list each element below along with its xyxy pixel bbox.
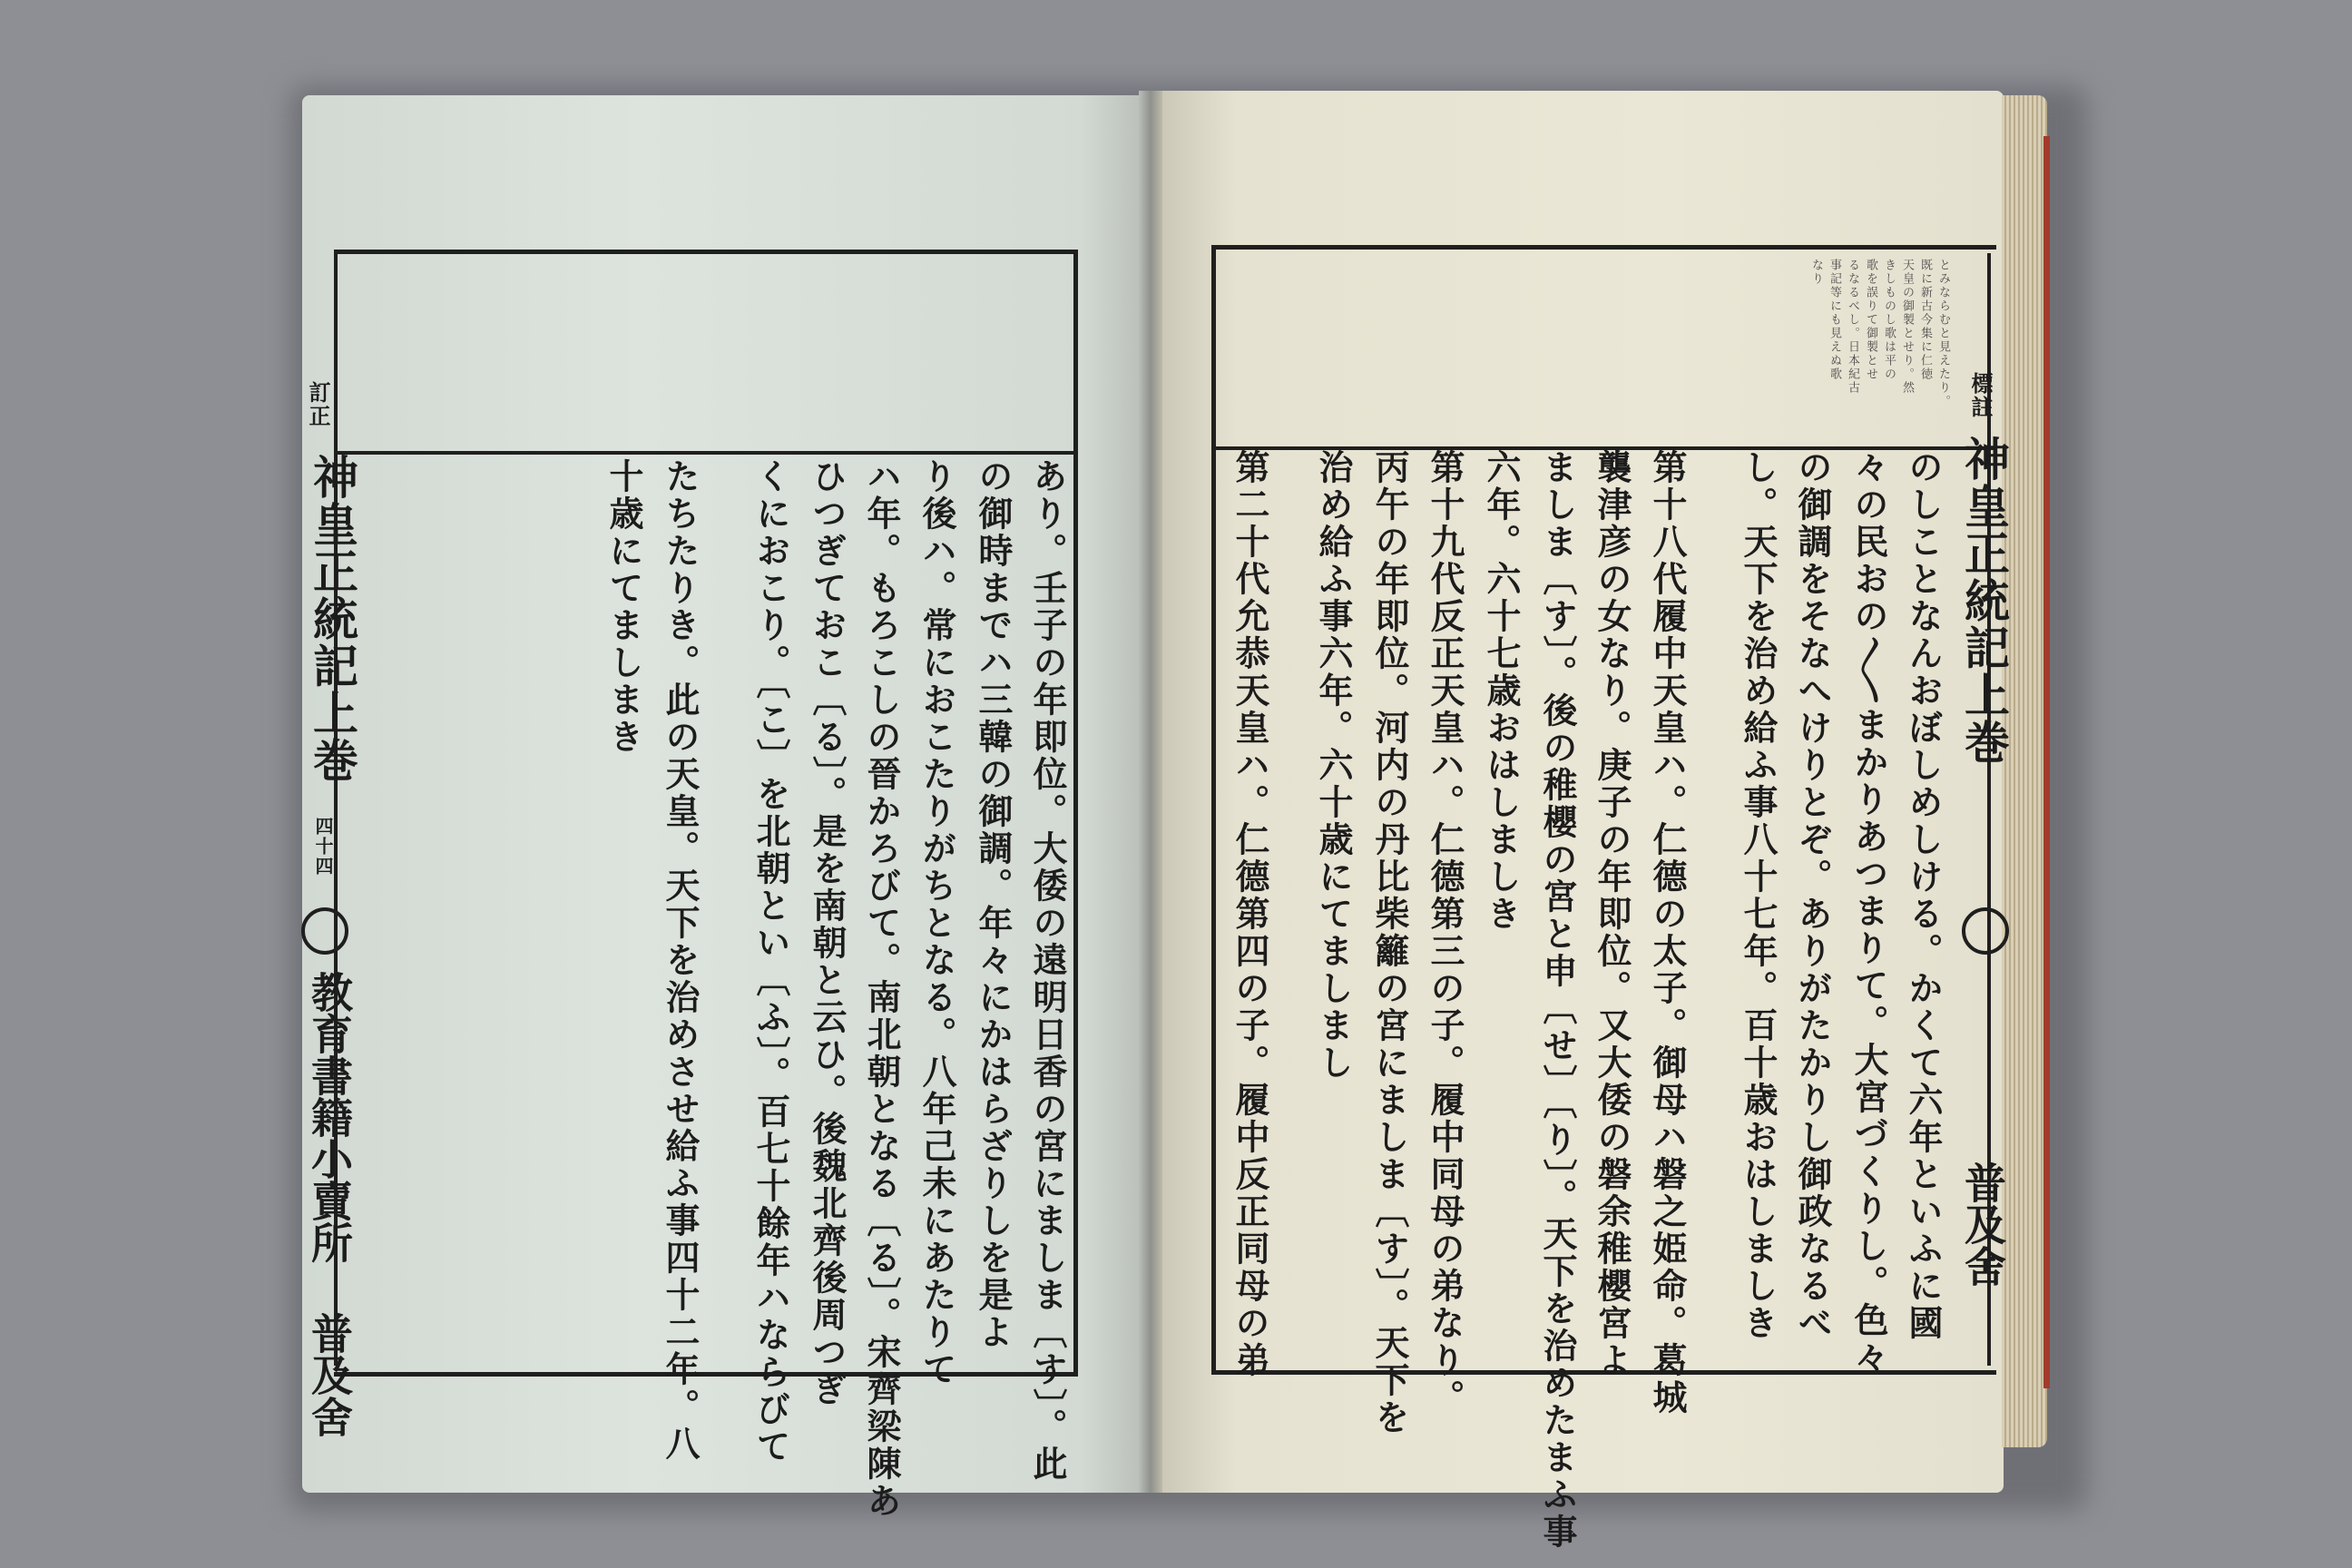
right-col-9: 第十九代反正天皇ハ。仁德第三の子。履中同母の弟なり。 [1425,449,1465,1416]
note-col-5: 歌を誤りて御製とせ [1864,259,1877,381]
left-header-title: 神皇正統記上巻 [306,454,359,784]
left-col-6: くにおこり。〔こ〕を北朝とい〔ふ〕。百七十餘年ハならびて [750,458,791,1465]
left-col-1: あり。壬子の年即位。大倭の遠明日香の宮にましま〔す〕。此 [1027,458,1068,1483]
fish-tail-mark [301,907,348,955]
left-publisher: 教育書籍小賣所 普及舍 [305,971,354,1437]
note-col-2: 既に新古今集に仁徳 [1918,259,1932,381]
left-col-3: り後ハ。常におこたりがちとなる。八年己未にあたりて [916,458,957,1388]
right-col-8: 六年。六十七歳おはしましき [1481,449,1522,933]
left-header-small: 訂正 [305,381,331,428]
note-col-6: るなるべし。日本紀古 [1846,259,1859,395]
left-text-frame [334,250,1078,1377]
left-col-5: ひつぎておこ〔る〕。是を南朝と云ひ。後魏北齊後周つぎ [807,458,848,1408]
note-col-7: 事記等にも見えぬ歌 [1828,259,1841,381]
page-edge-red [2043,136,2050,1388]
right-publisher: 普及舍 [1958,1161,2007,1287]
right-col-12: 第二十代允恭天皇ハ。仁德第四の子。履中反正同母の弟 [1230,449,1270,1379]
right-col-5: 第十八代履中天皇ハ。仁德の太子。御母ハ磐之姫命。葛城 [1647,449,1688,1416]
left-col-4: ハ年。もろこしの晉かろびて。南北朝となる〔る〕。宋齊梁陳あ [861,458,902,1520]
fish-tail-mark-right [1962,907,2009,955]
left-col-8: 十歳にてましまき [603,458,644,756]
right-col-2: 々の民おの〱まかりあつまりて。大宮づくりし。色々 [1848,449,1889,1377]
right-col-11: 治め給ふ事六年。六十歳にてましまし [1313,449,1354,1082]
note-col-1: とみならむと見えたり。 [1936,259,1950,408]
left-header-rule [334,451,1076,455]
left-col-2: の御時までハ三韓の御調。年々にかはらざりしを是よ [973,458,1014,1351]
right-col-3: の御調をそなへけりとぞ。ありがたかりし御政なるべ [1792,449,1833,1342]
right-col-7: ましま〔す〕。後の稚櫻の宮と申〔せ〕〔り〕。天下を治めたまふ事 [1537,449,1578,1551]
right-col-4: し。天下を治め給ふ事八十七年。百十歳おはしましき [1738,449,1779,1342]
book-gutter [1139,91,1162,1493]
right-col-6: 襲津彦の女なり。庚子の年即位。又大倭の磐余稚櫻宮よ [1592,449,1632,1379]
left-col-7: たちたりき。此の天皇。天下を治めさせ給ふ事四十二年。八 [660,458,701,1463]
left-page-number: 四十四 [312,817,334,877]
right-col-10: 丙午の年即位。河内の丹比柴籬の宮にましま〔す〕。天下を [1369,449,1410,1436]
note-col-8: なり [1809,259,1823,286]
right-header-title: 神皇正統記上巻 [1957,436,2011,766]
note-col-4: きしものし歌は平の [1882,259,1896,381]
right-header-small: 標註 [1967,372,1994,419]
note-col-3: 天皇の御製とせり。然 [1900,259,1914,395]
right-col-1: のしことなんおぼしめしける。かくて六年といふに國 [1903,449,1944,1342]
